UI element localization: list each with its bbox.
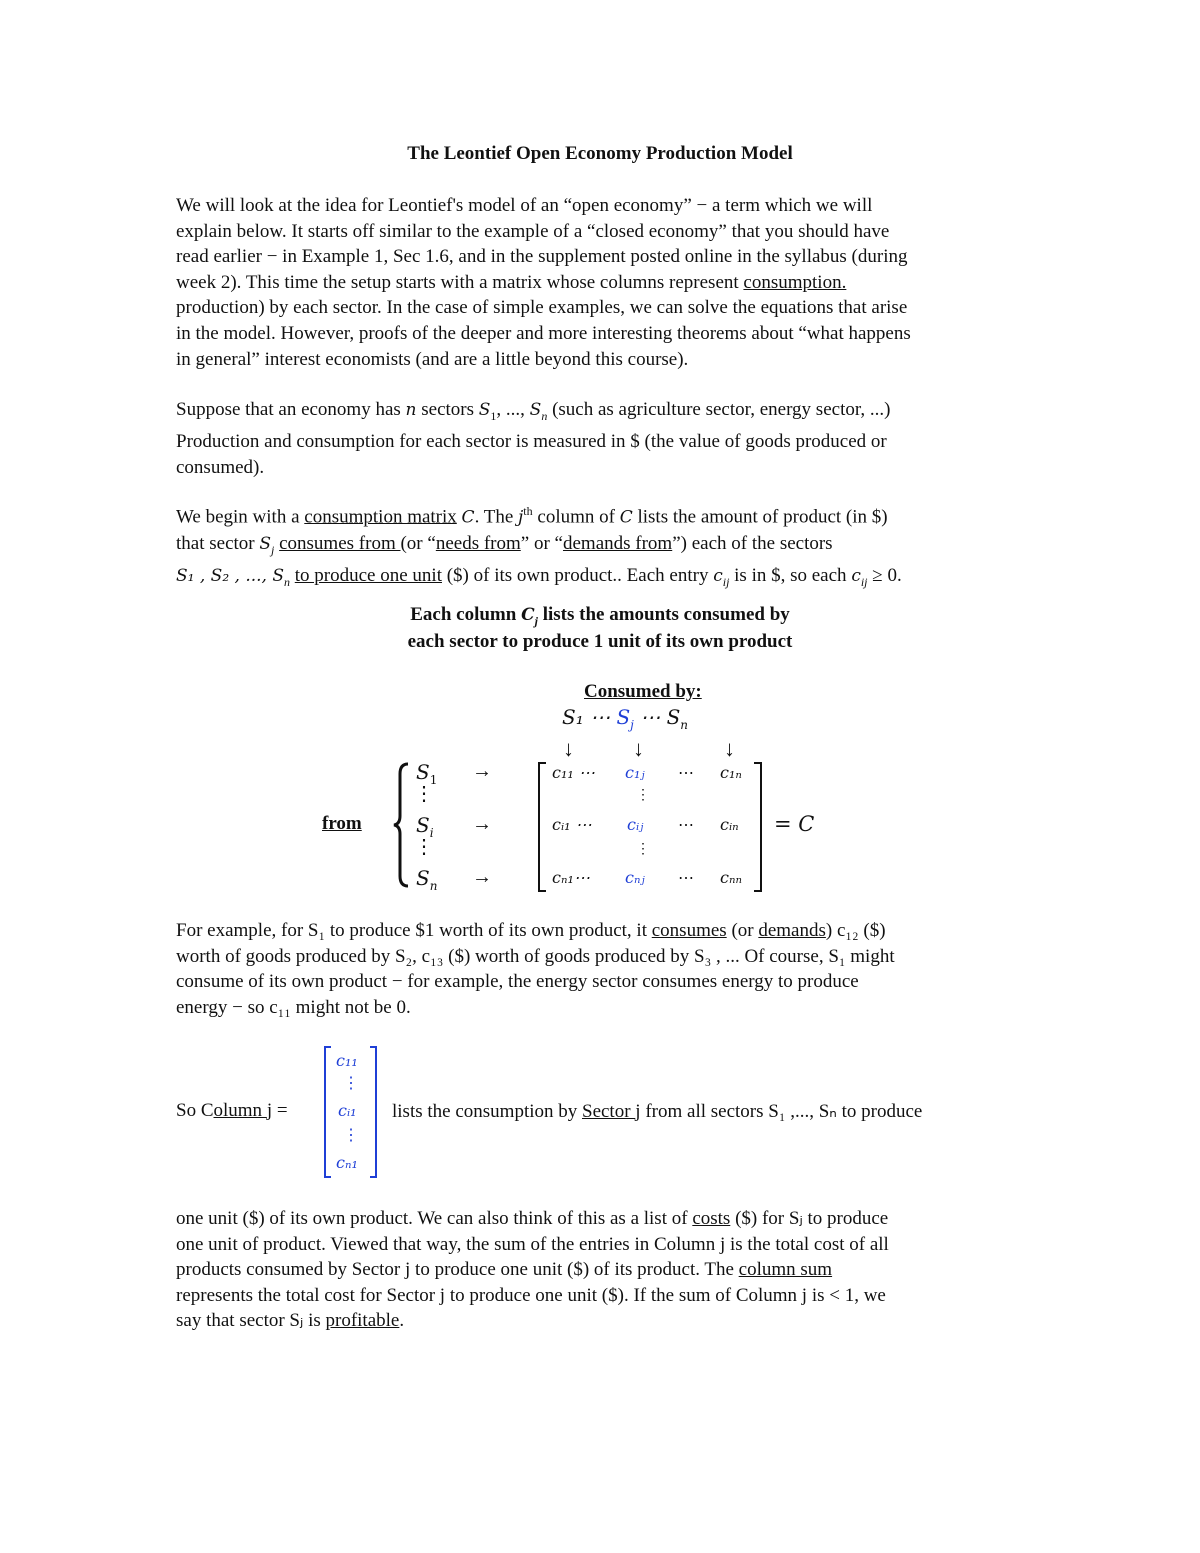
subscript: ij [860,575,868,590]
text-segment: j from all sectors S₁ ,..., Sₙ to produce [635,1101,923,1122]
matrix-cell: c₁ⱼ [625,763,645,782]
underlined-term: profitable [325,1310,400,1332]
vdots-icon: ⋮ [636,788,650,803]
math-c: C [521,605,535,625]
vdots-icon: ⋮ [343,1075,359,1092]
text-line: consumed). [176,456,265,478]
matrix-dots: ⋯ [678,815,694,834]
column-j-label [176,1100,288,1122]
vdots-icon: ⋮ [636,842,650,857]
column-headers [562,705,688,732]
matrix-dots: ⋯ [678,763,694,782]
text-line [176,270,1036,296]
matrix-cell: cₙⱼ [625,868,645,887]
column-j-description [392,1100,922,1123]
matrix-left-bracket [538,762,546,892]
underlined-term: consumption. [743,271,847,293]
subscript: i [429,826,434,840]
text-line: Production and consumption for each sector is measured in $ (the value of goods produced or [176,431,887,453]
vector-entry: c₁₁ [336,1051,358,1070]
matrix-cell: cₙₙ [720,868,742,887]
label-s: S [416,760,430,784]
example-paragraph [176,918,1036,1020]
math-s: S [478,400,491,420]
bold-heading-line-2: each sector to produce 1 unit of its own product [407,631,793,652]
text-line: in the model. However, proofs of the deeper and more interesting theorems about “what happens [176,322,911,344]
text-segment: , ..., [496,399,530,420]
matrix-cell: cₙ₁⋯ [552,868,590,887]
math-s: S [529,400,542,420]
down-arrow-icon: ↓ [724,736,735,761]
underlined-term: needs from [435,532,521,554]
vector-entry: cᵢ₁ [338,1101,357,1120]
subscript: 1 [429,773,438,787]
header-sn: ⋯ S [633,705,681,729]
right-arrow-icon: → [472,813,492,835]
equals-c: = C [774,812,815,836]
text-segment: We begin with a [176,506,305,528]
row-label-sn [416,866,437,893]
text-line: We will look at the idea for Leontief's model of an “open economy” − a term which we will [176,195,873,216]
subscript: j [630,718,634,732]
text-segment: For example, for S₁ to produce $1 worth of its own product, it [176,920,652,941]
subscript: ij [722,575,730,590]
math-c: c [851,566,861,587]
text-segment: (or [726,920,759,941]
text-line [176,1257,1036,1283]
math-s: S [259,533,272,554]
subscript: n [284,575,291,590]
text-segment: (such as agriculture sector, energy sector, ...) [547,399,891,420]
text-line: worth of goods produced by S₂, c₁₃ ($) worth of goods produced by S₃ , ... Of course, S₁ might [176,945,895,967]
matrix-cell: c₁₁ ⋯ [552,763,595,782]
text-line [176,563,1036,595]
text-line: explain below. It starts off similar to the example of a “closed economy” that you should have [176,220,890,242]
matrix-cell: cᵢⱼ [627,815,644,834]
text-segment: products consumed by Sector j to produce one unit ($) of its product. The [176,1259,739,1281]
subscript: j [271,542,275,557]
underlined-term: olumn [213,1100,267,1121]
matrix-cell: cᵢₙ [720,815,739,834]
text-segment: ”) each of the sectors [672,532,833,554]
subscript: n [429,879,438,893]
text-line: production) by each sector. In the case of simple examples, we can solve the equations that arise [176,297,908,319]
label-s: S [416,813,430,837]
text-line: read earlier − in Example 1, Sec 1.6, and in the supplement posted online in the syllabus (during [176,246,908,268]
left-brace [392,760,414,890]
underlined-term: Sector [582,1101,636,1122]
math-c: C [461,507,475,528]
right-arrow-icon: → [472,760,492,782]
vdots-icon: ⋮ [343,1127,359,1144]
consumed-by-label: Consumed by: [584,681,702,702]
consumption-matrix-paragraph [176,499,1036,596]
text-line: in general” interest economists (and are a little beyond this course). [176,348,689,370]
subscript: 1 [490,408,497,423]
text-segment: lists the consumption by [392,1101,582,1122]
subscript: n [541,408,548,423]
text-line: energy − so c₁₁ might not be 0. [176,996,411,1018]
text-segment: ” or “ [520,532,563,554]
header-s1: S₁ ⋯ [562,705,617,729]
bold-heading-line-1 [0,604,1200,629]
down-arrow-icon: ↓ [633,736,644,761]
text-segment: So C [176,1100,214,1121]
vector-entry: cₙ₁ [336,1153,358,1172]
underlined-term: to produce one unit [294,565,442,587]
vdots-icon: ⋮ [414,783,434,805]
text-segment: Each column [410,604,522,625]
underlined-term: demands [758,920,826,941]
text-segment: is in $, so each [729,565,852,587]
vector-left-bracket [324,1046,331,1178]
underlined-term: costs [692,1208,731,1229]
text-segment: . [399,1310,405,1332]
text-line [176,918,1036,944]
right-arrow-icon: → [472,866,492,888]
matrix-dots: ⋯ [678,868,694,887]
math-n: n [405,400,417,420]
text-segment: ) c₁₂ ($) [825,920,886,941]
math-j: j [518,507,524,528]
underlined-term: consumption matrix [304,506,457,528]
text-segment: column of [532,506,620,528]
underlined-term: consumes from [279,532,401,554]
text-line: consume of its own product − for example, the energy sector consumes energy to produce [176,971,859,993]
sectors-paragraph [176,397,1036,481]
text-line: one unit of product. Viewed that way, the sum of the entries in Column j is the total cost of all [176,1233,889,1255]
text-line [176,1206,1036,1232]
text-segment: week 2). This time the setup starts with a matrix whose columns represent [176,271,744,293]
text-segment: lists the amounts consumed by [537,604,790,625]
text-segment: ($) of its own product.. Each entry [441,565,714,587]
text-segment: say that sector Sⱼ is [176,1310,326,1332]
text-segment: ≥ 0. [867,565,902,587]
text-line [176,531,1036,563]
vdots-icon: ⋮ [414,836,434,858]
math-c: C [619,507,633,528]
text-line [176,1308,1036,1334]
text-segment: (or “ [400,532,436,554]
text-segment: Suppose that an economy has [176,399,406,420]
header-sj: S [616,705,631,729]
text-segment: that sector [176,532,260,554]
subscript: j [534,613,538,628]
text-segment: ($) for Sⱼ to produce [730,1208,889,1229]
from-label: from [322,813,362,834]
matrix-cell: cᵢ₁ ⋯ [552,815,592,834]
text-segment: . The [474,506,519,528]
text-line [176,397,1036,429]
underlined-term: consumes [651,920,727,941]
down-arrow-icon: ↓ [563,736,574,761]
underlined-term: demands from [562,532,673,554]
matrix-cell: c₁ₙ [720,763,742,782]
vector-right-bracket [370,1046,377,1178]
cost-paragraph [176,1206,1036,1334]
math-c: c [713,566,723,587]
text-segment: sectors [416,399,479,420]
text-segment: one unit ($) of its own product. We can also think of this as a list of [176,1208,693,1229]
subscript: n [680,718,689,732]
label-s: S [416,866,430,890]
matrix-right-bracket [754,762,762,892]
text-segment: j = [266,1100,288,1121]
text-segment: lists the amount of product (in $) [632,506,888,528]
math-sectors: S₁ , S₂ , ..., S [176,566,285,587]
intro-paragraph [176,193,1036,372]
text-line [176,499,1036,531]
text-line: represents the total cost for Sector j to produce one unit ($). If the sum of Column j is < 1, we [176,1284,886,1306]
page-title: The Leontief Open Economy Production Model [407,143,793,164]
superscript: th [523,504,533,518]
underlined-term: column sum [738,1259,833,1281]
